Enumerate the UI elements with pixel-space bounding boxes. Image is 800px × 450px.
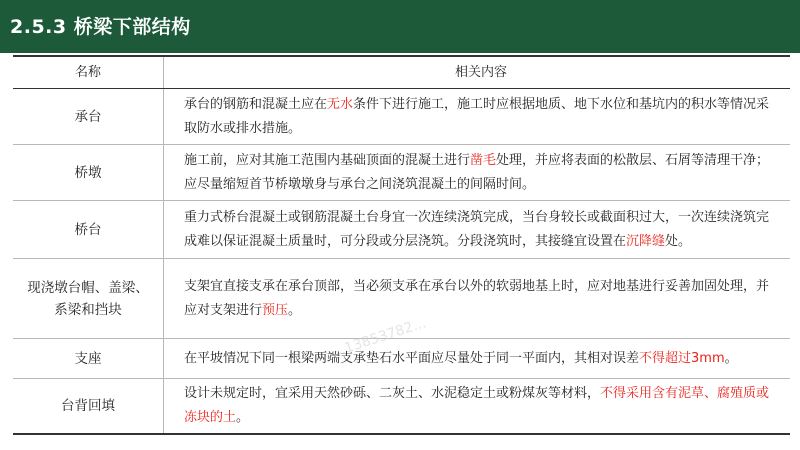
highlight-text: 预压: [262, 302, 289, 318]
row-content: [164, 145, 790, 200]
content-segment: 在平坡情况下同一根梁两端支承垫石水平面应尽量处于同一平面内，其相对误差: [184, 350, 640, 366]
page-title: 2.5.3 桥梁下部结构: [10, 16, 191, 38]
content-segment: 处理，并应将表面的松散层、石屑等清理干净；应尽量缩短首节桥墩墩身与承台之间浇筑混凝土的间隔时间。: [184, 152, 770, 192]
table-row: [13, 339, 790, 379]
highlight-text: 不得采用含有泥草、腐殖质或冻块的土: [184, 386, 770, 425]
row-name: 桥墩: [13, 145, 164, 200]
table-row: [13, 89, 790, 145]
row-name: 桥台: [13, 201, 164, 258]
content-segment: 重力式桥台混凝土或钢筋混凝土台身宜一次连续浇筑完成，当台身较长或截面积过大，一次连续浇筑完成难以保证混凝土质量时，可分段或分层浇筑。分段浇筑时，其接缝宜设置在: [184, 209, 770, 249]
row-name: 台背回填: [13, 379, 164, 433]
watermark: ...13853782...: [329, 315, 429, 361]
table-row: [13, 379, 790, 433]
row-name: 现浇墩台帽、盖梁、系梁和挡块: [13, 259, 164, 338]
content-segment: 条件下进行施工，施工时应根据地质、地下水位和基坑内的积水等情况采取防水或排水措施。: [184, 96, 770, 136]
table-row: [13, 145, 790, 201]
row-name: 支座: [13, 339, 164, 378]
highlight-text: 沉降缝: [626, 233, 666, 249]
content-segment: 施工前，应对其施工范围内基础顶面的混凝土进行: [184, 152, 471, 168]
content-segment: 。: [288, 302, 302, 318]
highlight-text: 无水: [327, 96, 354, 112]
highlight-text: 不得超过3mm: [639, 350, 725, 366]
column-header-content: 相关内容: [454, 64, 507, 80]
content-segment: 。: [236, 410, 250, 425]
title-bar: [0, 0, 800, 53]
content-segment: 承台的钢筋和混凝土应在: [184, 96, 328, 112]
table-row: [13, 259, 790, 339]
table-row: [13, 201, 790, 259]
column-header-name: 名称: [13, 57, 164, 88]
row-name: 承台: [13, 89, 164, 144]
content-segment: 设计未规定时，宜采用天然砂砾、二灰土、水泥稳定土或粉煤灰等材料，: [184, 386, 601, 401]
content-segment: 处。: [665, 233, 692, 249]
row-content: [164, 379, 790, 433]
highlight-text: 凿毛: [470, 152, 497, 168]
row-content: [164, 201, 790, 258]
row-content: [164, 339, 790, 378]
row-content: [164, 259, 790, 338]
content-segment: 支架宜直接支承在承台顶部，当必须支承在承台以外的软弱地基上时，应对地基进行妥善加固处理，并应对支架进行: [184, 278, 770, 318]
structure-table: [13, 55, 790, 435]
table-header-row: [13, 57, 790, 89]
content-segment: 。: [724, 350, 738, 366]
row-content: [164, 89, 790, 144]
